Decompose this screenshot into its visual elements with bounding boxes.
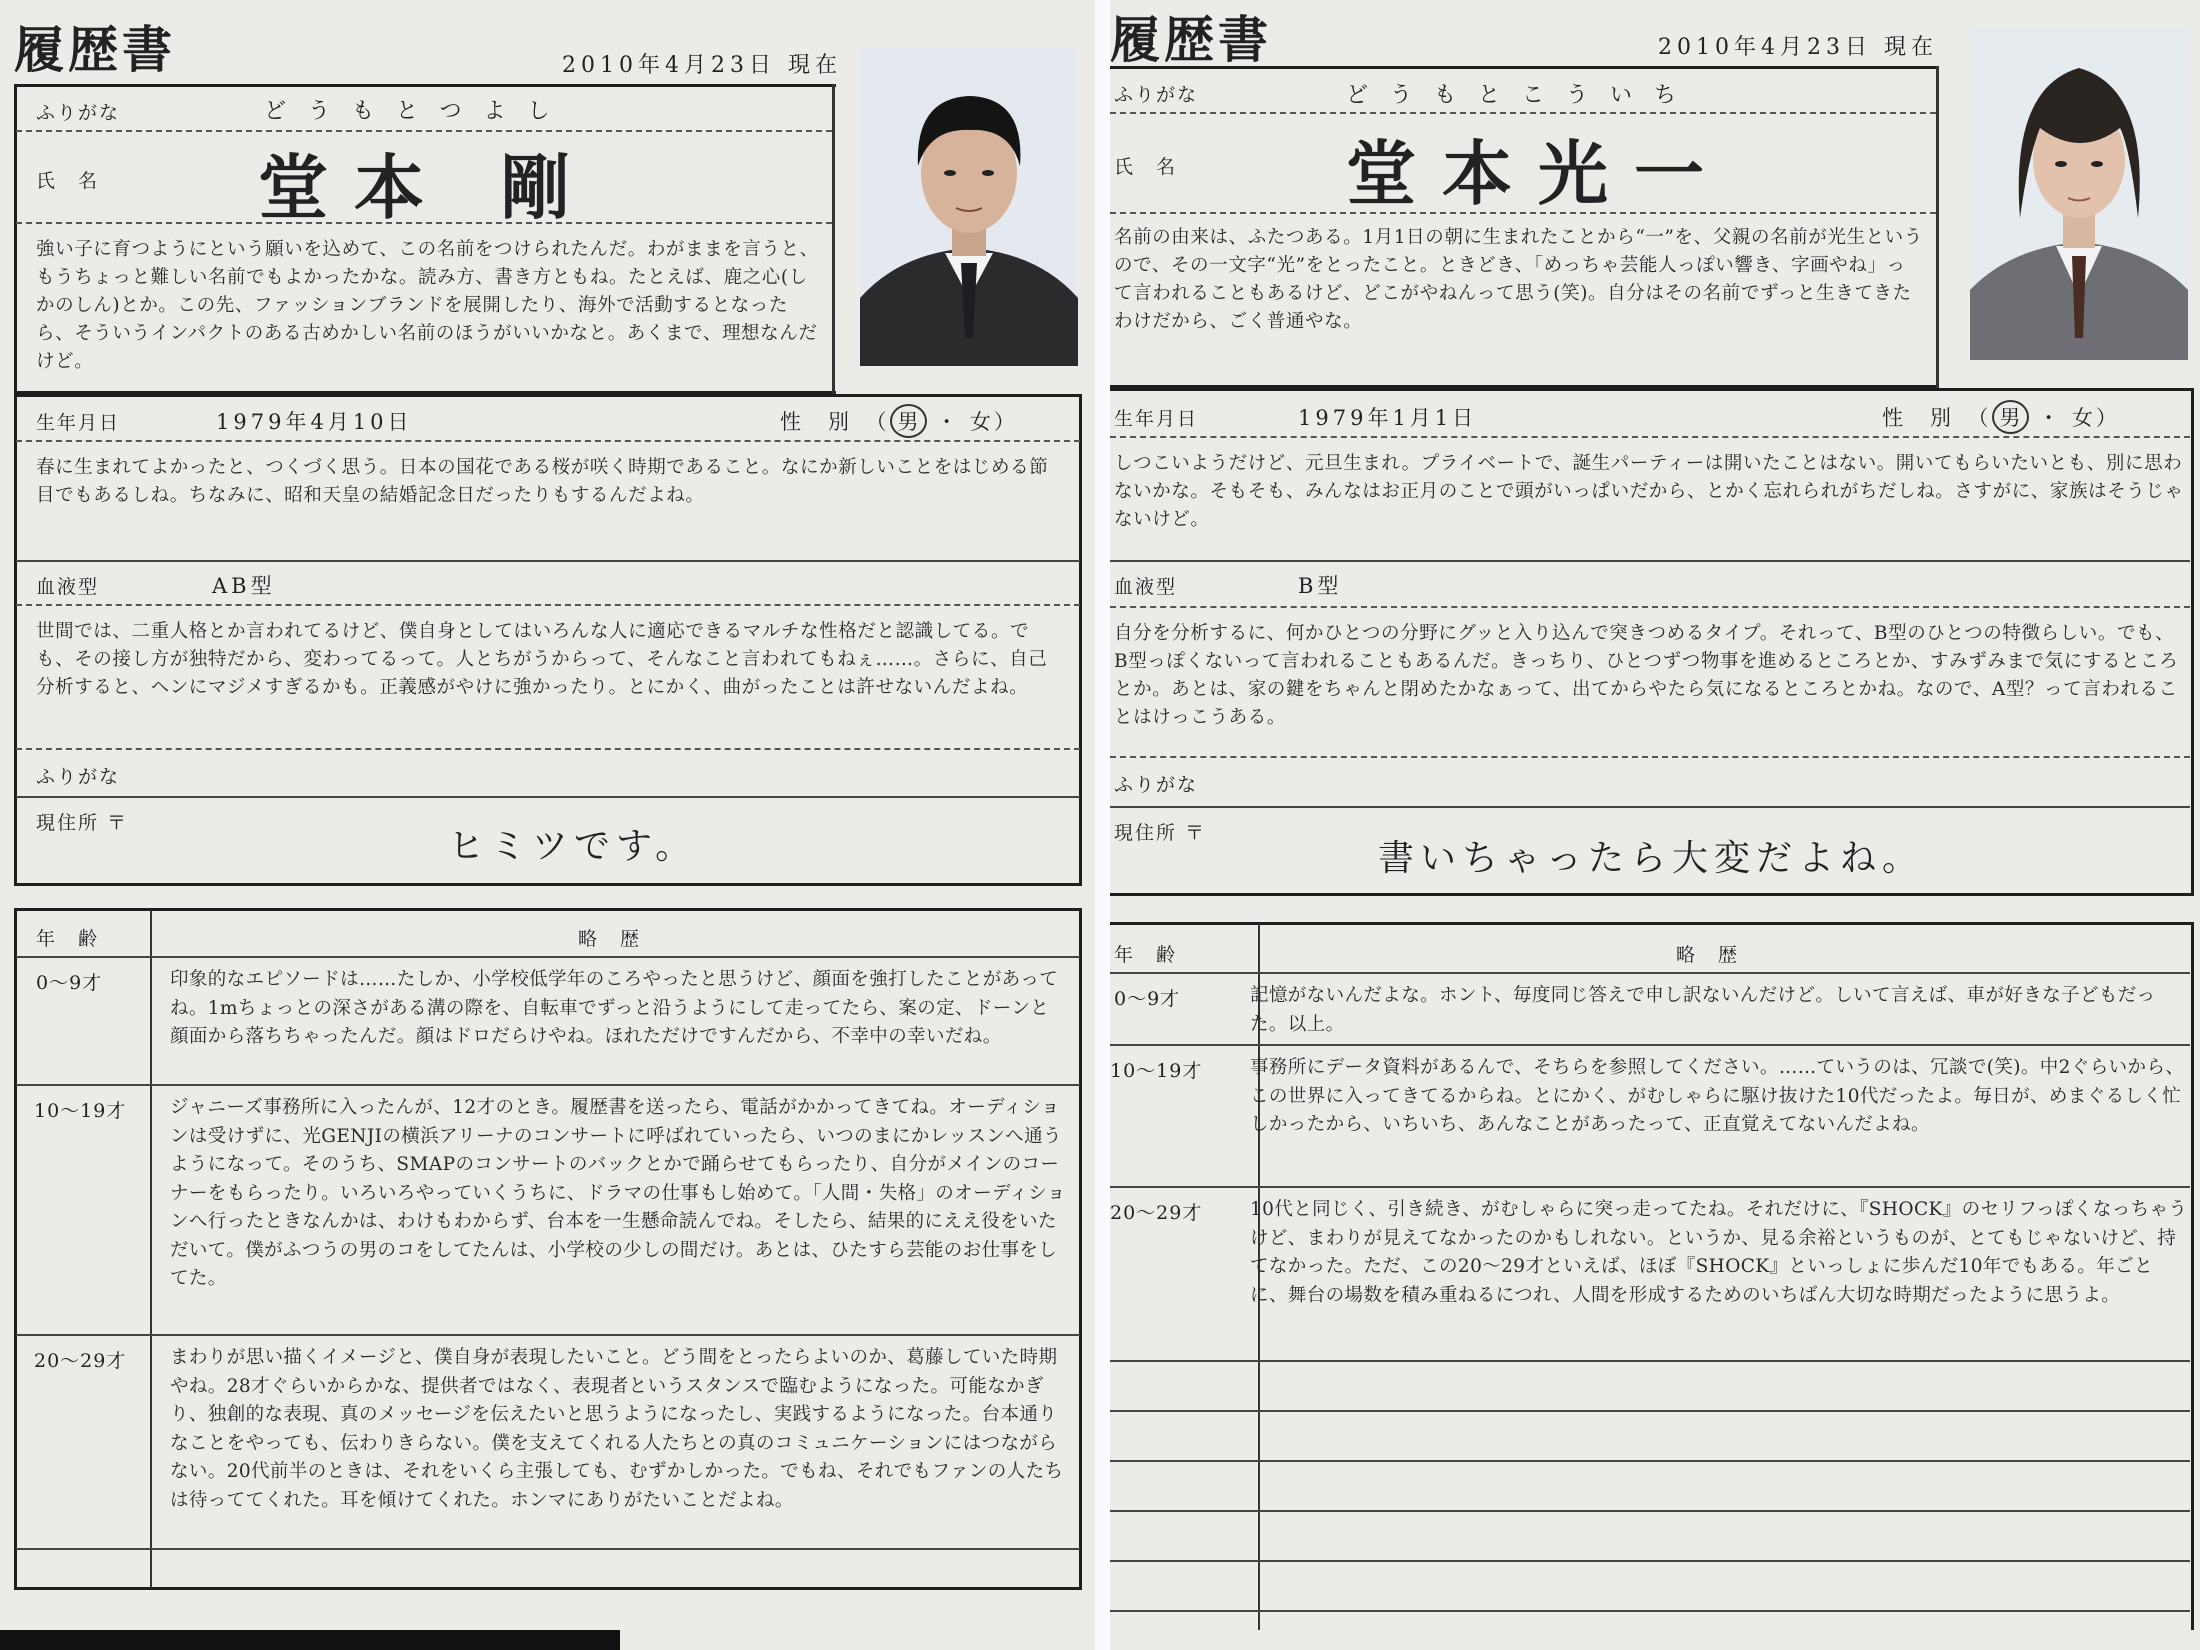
- divider: [1110, 1410, 2190, 1412]
- divider: [1110, 212, 1936, 214]
- gender-label: 性 別: [780, 410, 852, 434]
- name-label: 氏 名: [36, 170, 100, 192]
- history-age: 0〜9才: [1114, 988, 1181, 1010]
- history-age: 10〜19才: [34, 1100, 127, 1122]
- resume-sheet-right: [1110, 0, 2200, 1650]
- gender-female: 女: [969, 410, 994, 434]
- divider: [1110, 1560, 2190, 1562]
- scan-edge: [0, 1630, 620, 1650]
- portrait-illustration: [1970, 28, 2188, 360]
- divider: [16, 604, 1080, 606]
- divider: [150, 910, 152, 1588]
- name-note: 名前の由来は、ふたつある。1月1日の朝に生まれたことから“一”を、父親の名前が光生というので、その一文字“光”をとったこと。ときどき、「めっちゃ芸能人っぽい響き、字画やね」って言われることもあるけど、どこがやねんって思う(笑)。自分はその名前でずっと生きてきたわけだから、ごく普通やな。: [1114, 227, 1923, 332]
- furigana-value: どうもとこういち: [1346, 83, 1699, 108]
- history-text: 記憶がないんだよな。ホント、毎度同じ答えで申し訳ないんだけど。しいて言えば、車が好きな子どもだった。以上。: [1250, 985, 2156, 1035]
- divider: [1110, 1360, 2190, 1362]
- divider: [16, 796, 1080, 798]
- history-age-header: 年 齢: [1114, 944, 1178, 966]
- address-value: ヒミツです。: [448, 826, 698, 867]
- divider: [1110, 1460, 2190, 1462]
- furigana-label: ふりがな: [1114, 84, 1199, 106]
- name-value: 堂本光一: [1346, 132, 1730, 215]
- gender-female: 女: [2071, 406, 2096, 430]
- divider: [1110, 112, 1936, 114]
- divider: [1110, 1044, 2190, 1046]
- divider: [16, 222, 832, 224]
- gender-field: [780, 404, 1018, 438]
- gender-male-circled: 男: [890, 404, 927, 438]
- divider: [1110, 1186, 2190, 1188]
- divider: [1110, 1610, 2190, 1612]
- divider: [1110, 436, 2190, 438]
- history-age: 20〜29才: [34, 1350, 127, 1372]
- history-header: 略 歴: [578, 928, 642, 950]
- gender-open: （: [1978, 406, 1992, 430]
- name-note: 強い子に育つようにという願いを込めて、この名前をつけられたんだ。わがままを言うと、もうちょっと難しい名前でもよかったかな。読み方、書き方ともね。たとえば、鹿之心(しかのしん)とか。この先、ファッションブランドを展開したり、海外で活動するとなったら、そういうインパクトのある古めかしい名前のほうがいいかなと。あくまで、理想なんだけど。: [36, 239, 819, 372]
- address-value: 書いちゃったら大変だよね。: [1378, 838, 1925, 879]
- divider: [832, 84, 835, 394]
- birth-label: 生年月日: [36, 412, 121, 434]
- address-label: 現住所 〒: [1114, 822, 1207, 844]
- divider: [16, 1548, 1080, 1550]
- gender-sep: ・: [926, 410, 970, 434]
- divider: [1110, 806, 2190, 808]
- birth-note: しつこいようだけど、元旦生まれ。プライベートで、誕生パーティーは開いたことはない。開いてもらいたいとも、別に思わないかな。そもそも、みんなはお正月のことで頭がいっぱいだから、とかく忘れられがちだしね。さすがに、家族はそうじゃないけど。: [1114, 453, 2184, 530]
- furigana-label: ふりがな: [36, 102, 121, 124]
- birth-value: 1979年4月10日: [216, 410, 413, 434]
- address-furigana-label: ふりがな: [1114, 774, 1199, 796]
- divider: [16, 1084, 1080, 1086]
- date-stamp: 2010年4月23日 現在: [562, 53, 842, 78]
- gender-close: ）: [2095, 406, 2120, 430]
- history-age: 10〜19才: [1110, 1060, 1203, 1082]
- history-text: まわりが思い描くイメージと、僕自身が表現したいこと。どう間をとったらよいのか、葛藤していた時期やね。28才ぐらいからかな、提供者ではなく、表現者というスタンスで臨むようになった。可能なかぎり、独創的な表現、真のメッセージを伝えたいと思うようになったし、実践するようになった。台本通りなことをやっても、伝わりきらない。僕を支えてくれる人たちとの真のコミュニケーションにはつながらない。20代前半のときは、それをいくら主張しても、むずかしかった。でもね、それでもファンの人たちは待っててくれた。耳を傾けてくれた。ホンマにありがたいことだよね。: [170, 1347, 1064, 1511]
- history-header: 略 歴: [1676, 944, 1740, 966]
- resume-sheet-left: [0, 0, 1095, 1650]
- history-age: 20〜29才: [1110, 1202, 1203, 1224]
- address-furigana-label: ふりがな: [36, 766, 121, 788]
- divider: [16, 748, 1080, 750]
- blood-value: B型: [1298, 574, 1343, 598]
- blood-note: 世間では、二重人格とか言われてるけど、僕自身としてはいろんな人に適応できるマルチな性格だと認識してる。でも、その接し方が独特だから、変わってるって。人とちがうからって、そんなこと言われてもねぇ……。さらに、自己分析すると、ヘンにマジメすぎるかも。正義感がやけに強かったり。とにかく、曲がったことは許せないんだよね。: [36, 621, 1048, 698]
- birth-label: 生年月日: [1114, 408, 1199, 430]
- history-age: 0〜9才: [36, 972, 103, 994]
- doc-title: 履歴書: [14, 20, 176, 79]
- divider: [16, 560, 1080, 562]
- divider: [1110, 972, 2190, 974]
- portrait-photo: [860, 48, 1078, 366]
- history-age-header: 年 齢: [36, 928, 100, 950]
- history-text: 事務所にデータ資料があるんで、そちらを参照してください。……ていうのは、冗談で(笑)。中2ぐらいから、この世界に入ってきてるからね。とにかく、がむしゃらに駆け抜けた10代だったよ。毎日が、めまぐるしく忙しかったから、いちいち、あんなことがあったって、正直覚えてないんだよね。: [1250, 1057, 2185, 1135]
- blood-value: AB型: [212, 574, 276, 598]
- history-text: 10代と同じく、引き続き、がむしゃらに突っ走ってたね。それだけに、『SHOCK』のセリフっぽくなっちゃうけど、まわりが見えてなかったのかもしれない。というか、見る余裕というものが、とてもじゃないけど、持てなかった。ただ、この20〜29才といえば、ほぼ『SHOCK』といっしょに歩んだ10年でもある。年ごとに、舞台の場数を積み重ねるにつれ、人間を形成するためのいちばん大切な時期だったように思うよ。: [1250, 1199, 2188, 1306]
- birth-value: 1979年1月1日: [1298, 406, 1478, 430]
- divider: [1110, 1510, 2190, 1512]
- divider: [16, 956, 1080, 958]
- gender-label: 性 別: [1882, 406, 1954, 430]
- portrait-photo: [1970, 28, 2188, 360]
- gender-male-circled: 男: [1992, 400, 2029, 434]
- history-text: ジャニーズ事務所に入ったんが、12才のとき。履歴書を送ったら、電話がかかってきてね。オーディションは受けずに、光GENJIの横浜アリーナのコンサートに呼ばれていったら、いつのまにかレッスンへ通うようになって。そのうち、SMAPのコンサートのバックとかで踊らせてもらったり、自分がメインのコーナーをもらったり。いろいろやっていくうちに、ドラマの仕事もし始めて。「人間・失格」のオーディションへ行ったときなんかは、わけもわからず、台本を一生懸命読んでね。そしたら、結果的にええ役をいただいて。僕がふつうの男のコをしてたんは、小学校の少しの間だけ。あとは、ひたすら芸能のお仕事をしてた。: [170, 1097, 1066, 1289]
- page-gutter: [1095, 0, 1110, 1650]
- divider: [16, 440, 1080, 442]
- portrait-illustration: [860, 48, 1078, 366]
- blood-label: 血液型: [1114, 576, 1178, 598]
- name-value: 堂本 剛: [258, 146, 597, 229]
- furigana-value: どうもとつよし: [264, 99, 572, 124]
- divider: [1110, 560, 2190, 562]
- gender-open: （: [876, 410, 890, 434]
- gender-field: [1882, 400, 2120, 434]
- address-label: 現住所 〒: [36, 812, 129, 834]
- divider: [1110, 756, 2190, 758]
- blood-label: 血液型: [36, 576, 100, 598]
- blood-note: 自分を分析するに、何かひとつの分野にグッと入り込んで突きつめるタイプ。それって、B型のひとつの特徴らしい。でも、B型っぽくないって言われることもあるんだ。きっちり、ひとつずつ物事を進めるところとか、すみずみまで気にするところとか。あとは、家の鍵をちゃんと閉めたかなぁって、出てからやたら気になるところとかね。なので、A型？って言われることはけっこうある。: [1114, 623, 2179, 728]
- gender-close: ）: [993, 410, 1018, 434]
- date-stamp: 2010年4月23日 現在: [1658, 35, 1938, 60]
- gender-sep: ・: [2028, 406, 2072, 430]
- birth-note: 春に生まれてよかったと、つくづく思う。日本の国花である桜が咲く時期であること。なにか新しいことをはじめる節目でもあるしね。ちなみに、昭和天皇の結婚記念日だったりもするんだよね。: [36, 457, 1049, 506]
- divider: [1110, 606, 2190, 608]
- divider: [16, 1334, 1080, 1336]
- divider: [1936, 66, 1939, 388]
- doc-title: 履歴書: [1110, 10, 1272, 69]
- history-text: 印象的なエピソードは……たしか、小学校低学年のころやったと思うけど、顔面を強打したことがあってね。1mちょっとの深さがある溝の際を、自転車でずっと沿うようにして走ってたら、案の定、ドーンと顔面から落ちちゃったんだ。顔はドロだらけやね。ほれただけですんだから、不幸中の幸いだね。: [170, 969, 1059, 1047]
- name-label: 氏 名: [1114, 156, 1178, 178]
